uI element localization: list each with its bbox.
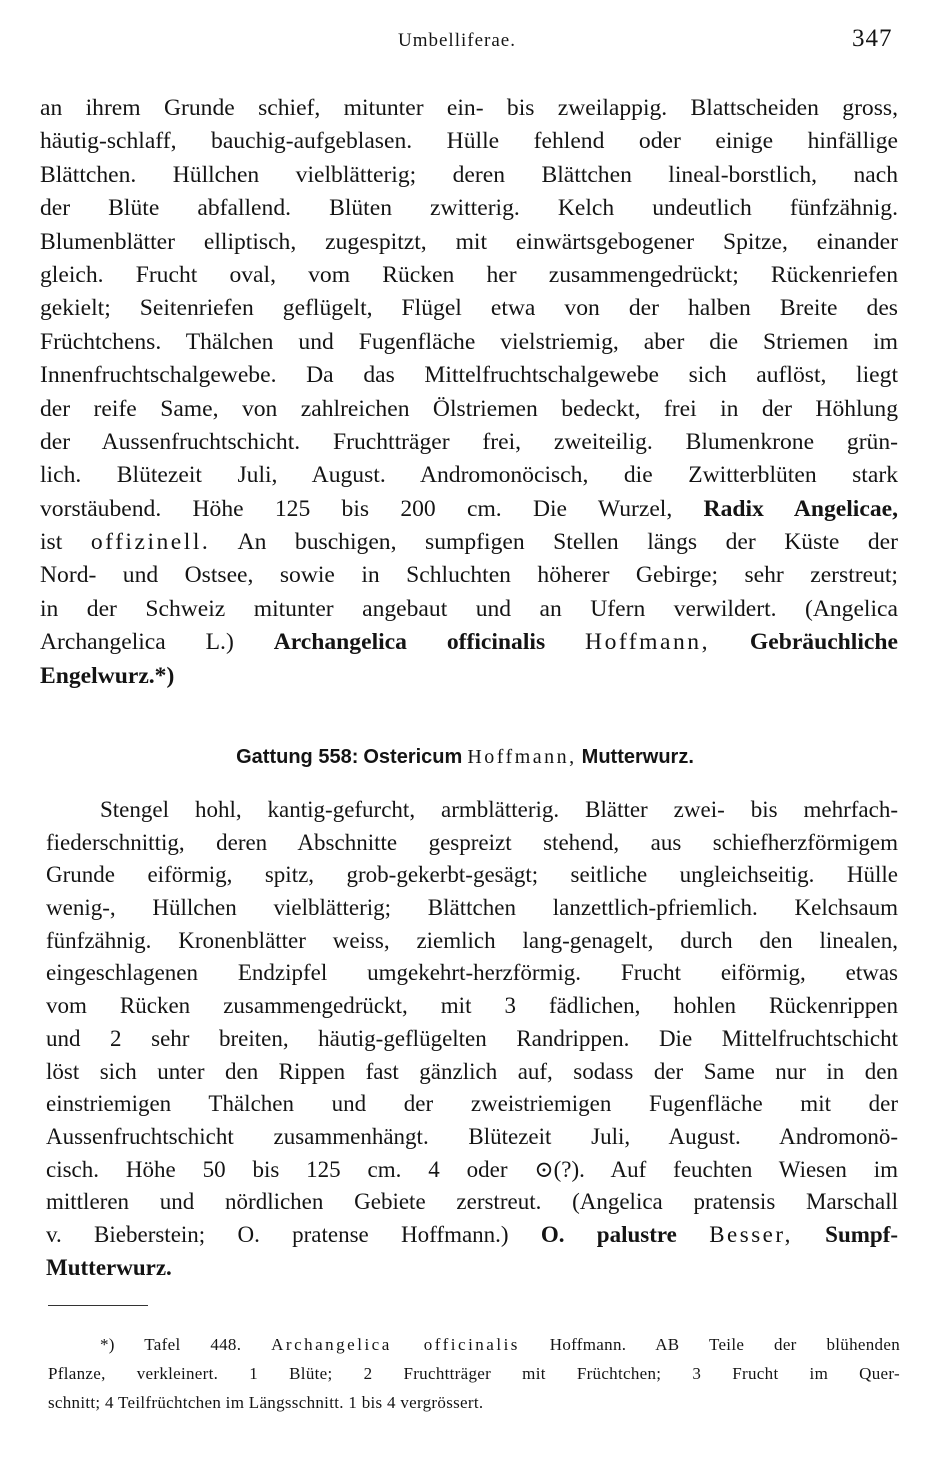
drug-name: Radix Angelicae, [703,495,899,522]
species-name: O. palustre [540,1221,677,1247]
running-head: Umbelliferae. [398,30,516,51]
text-segment: *) Tafel 448. [100,1335,242,1354]
spaced-term: offizinell. [90,529,211,556]
text-line: der reife Same, von zahlreichen Ölstriemen bedeckt, frei in der Höhlung [40,395,898,422]
text-segment: An buschigen, sumpfigen Stellen längs der Küste der [237,529,898,556]
text-line: Nord- und Ostsee, sowie in Schluchten höherer Gebirge; sehr zerstreut; [40,562,898,589]
text-segment: v. Bieberstein; O. pratense Hoffmann.) [46,1221,509,1247]
genus-common-name: Mutterwurz. [581,746,694,768]
text-line: Früchtchens. Thälchen und Fugenfläche vielstriemig, aber die Striemen im [40,328,898,355]
genus-label: Gattung 558: [236,746,359,768]
text-segment: Archangelica L.) [40,629,234,656]
text-line: mittleren und nördlichen Gebiete zerstreut. (Angelica pratensis Marschall [46,1189,898,1215]
common-name: Sumpf- [825,1221,899,1247]
text-line: Grunde eiförmig, spitz, grob-gekerbt-gesägt; seitliche ungleichseitig. Hülle [46,862,898,888]
text-line: wenig-, Hüllchen vielblätterig; Blättchen lanzettlich-pfriemlich. Kelchsaum [46,895,898,921]
text-line: und 2 sehr breiten, häutig-geflügelten Randrippen. Die Mittelfruchtschicht [46,1025,898,1051]
page-number: 347 [852,25,893,52]
genus-heading [0,743,930,771]
footnote [48,1330,900,1417]
text-segment: vorstäubend. Höhe 125 bis 200 cm. Die Wurzel, [40,495,673,522]
paragraph-ostericum [46,794,898,1284]
text-line: vom Rücken zusammengedrückt, mit 3 fädlichen, hohlen Rückenrippen [46,993,898,1019]
text-line [40,626,898,659]
text-line: Innenfruchtschalgewebe. Da das Mittelfruchtschalgewebe sich auflöst, liegt [40,362,898,389]
footnote-line: schnitt; 4 Teilfrüchtchen im Längsschnitt. 1 bis 4 vergrössert. [48,1393,484,1412]
text-line: löst sich unter den Rippen fast gänzlich auf, sodass der Same nur in den [46,1058,898,1084]
species-name: Archangelica officinalis [273,629,546,656]
text-line [40,526,898,559]
text-line: lich. Blütezeit Juli, August. Andromonöcisch, die Zwitterblüten stark [40,462,898,489]
text-line: gekielt; Seitenriefen geflügelt, Flügel etwa von der halben Breite des [40,295,898,322]
text-line: cisch. Höhe 50 bis 125 cm. 4 oder ⊙(?). Auf feuchten Wiesen im [46,1156,898,1182]
text-line: fiederschnittig, deren Abschnitte gespreizt stehend, aus schiefherzförmigem [46,829,898,855]
text-line: gleich. Frucht oval, vom Rücken her zusammengedrückt; Rückenriefen [40,261,898,288]
footnote-line [48,1330,900,1359]
text-line: in der Schweiz mitunter angebaut und an Ufern verwildert. (Angelica [40,595,898,622]
footnote-line: Pflanze, verkleinert. 1 Blüte; 2 Fruchtträger mit Früchtchen; 3 Frucht im Quer- [48,1364,900,1383]
text-line: Stengel hohl, kantig-gefurcht, armblätterig. Blätter zwei- bis mehrfach- [100,797,898,822]
common-name: Engelwurz.*) [40,662,175,689]
author-name: Hoffmann, [585,629,710,656]
text-line [46,1219,898,1252]
author-name: Besser, [709,1221,793,1247]
genus-name: Ostericum [363,746,463,768]
text-line: Blumenblätter elliptisch, zugespitzt, mit einwärtsgebogener Spitze, einander [40,228,898,255]
text-line: der Aussenfruchtschicht. Fruchtträger frei, zweiteilig. Blumenkrone grün- [40,428,898,455]
text-line: häutig-schlaff, bauchig-aufgeblasen. Hülle fehlend oder einige hinfällige [40,128,898,155]
text-line: Blättchen. Hüllchen vielblätterig; deren Blättchen lineal-borstlich, nach [40,161,898,188]
text-line: einstriemigen Thälchen und der zweistriemigen Fugenfläche mit der [46,1091,898,1117]
text-line: eingeschlagenen Endzipfel umgekehrt-herzförmig. Frucht eiförmig, etwas [46,960,898,986]
text-line: an ihrem Grunde schief, mitunter ein- bis zweilappig. Blattscheiden gross, [40,95,898,121]
common-name: Mutterwurz. [46,1254,172,1280]
species-name: Archangelica officinalis [271,1335,520,1354]
text-line: Aussenfruchtschicht zusammenhängt. Blütezeit Juli, August. Andromonö- [46,1123,898,1149]
common-name: Gebräuchliche [749,629,898,656]
text-segment: ist [40,529,63,556]
genus-author: Hoffmann, [467,746,577,768]
footnote-divider [48,1305,148,1306]
text-line [40,493,898,526]
paragraph-angelica [40,92,898,693]
text-line: der Blüte abfallend. Blüten zwitterig. Kelch undeutlich fünfzähnig. [40,195,898,222]
text-line: fünfzähnig. Kronenblätter weiss, ziemlich lang-genagelt, durch den linealen, [46,927,898,953]
text-segment: Hoffmann. AB Teile der blühenden [549,1335,900,1354]
